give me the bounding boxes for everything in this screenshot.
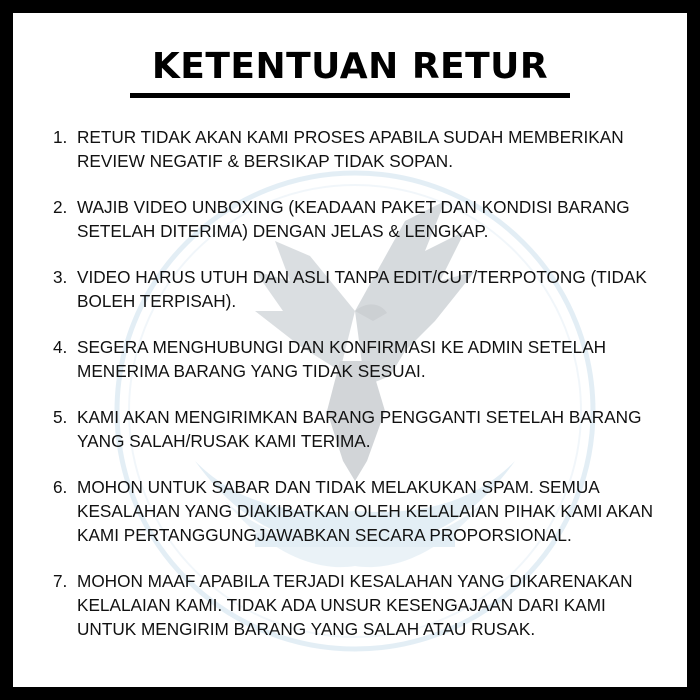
list-item [53,569,665,641]
document-card [13,13,687,687]
page-title: KETENTUAN RETUR [151,46,549,87]
title-underline [130,93,570,98]
rule-number: 5. [53,407,68,427]
list-item [53,195,665,243]
list-item [53,475,665,547]
rule-text: VIDEO HARUS UTUH DAN ASLI TANPA EDIT/CUT/TERPOTONG (TIDAK BOLEH TERPISAH). [77,267,647,311]
rule-number: 3. [53,267,68,287]
rule-text: SEGERA MENGHUBUNGI DAN KONFIRMASI KE ADMIN SETELAH MENERIMA BARANG YANG TIDAK SESUAI. [77,337,607,381]
rule-text: WAJIB VIDEO UNBOXING (KEADAAN PAKET DAN KONDISI BARANG SETELAH DITERIMA) DENGAN JELAS & LENGKAP. [77,197,630,241]
list-item [53,335,665,383]
rule-number: 4. [53,337,68,357]
rule-number: 2. [53,197,68,217]
rule-text: RETUR TIDAK AKAN KAMI PROSES APABILA SUDAH MEMBERIKAN REVIEW NEGATIF & BERSIKAP TIDAK SOPAN. [77,127,624,171]
rule-text: MOHON MAAF APABILA TERJADI KESALAHAN YANG DIKARENAKAN KELALAIAN KAMI. TIDAK ADA UNSUR KESENGAJAAN DARI KAMI UNTUK MENGIRIM BARANG YANG SALAH ATAU RUSAK. [77,571,633,639]
rule-number: 7. [53,571,68,591]
list-item [53,125,665,173]
list-item [53,405,665,453]
rules-list [53,125,665,663]
rule-number: 1. [53,127,68,147]
list-item [53,265,665,313]
rule-number: 6. [53,477,68,497]
rule-text: KAMI AKAN MENGIRIMKAN BARANG PENGGANTI SETELAH BARANG YANG SALAH/RUSAK KAMI TERIMA. [77,407,642,451]
rule-text: MOHON UNTUK SABAR DAN TIDAK MELAKUKAN SPAM. SEMUA KESALAHAN YANG DIAKIBATKAN OLEH KELALAIAN PIHAK KAMI AKAN KAMI PERTANGGUNGJAWABKAN SECARA PROPORSIONAL. [77,477,653,545]
